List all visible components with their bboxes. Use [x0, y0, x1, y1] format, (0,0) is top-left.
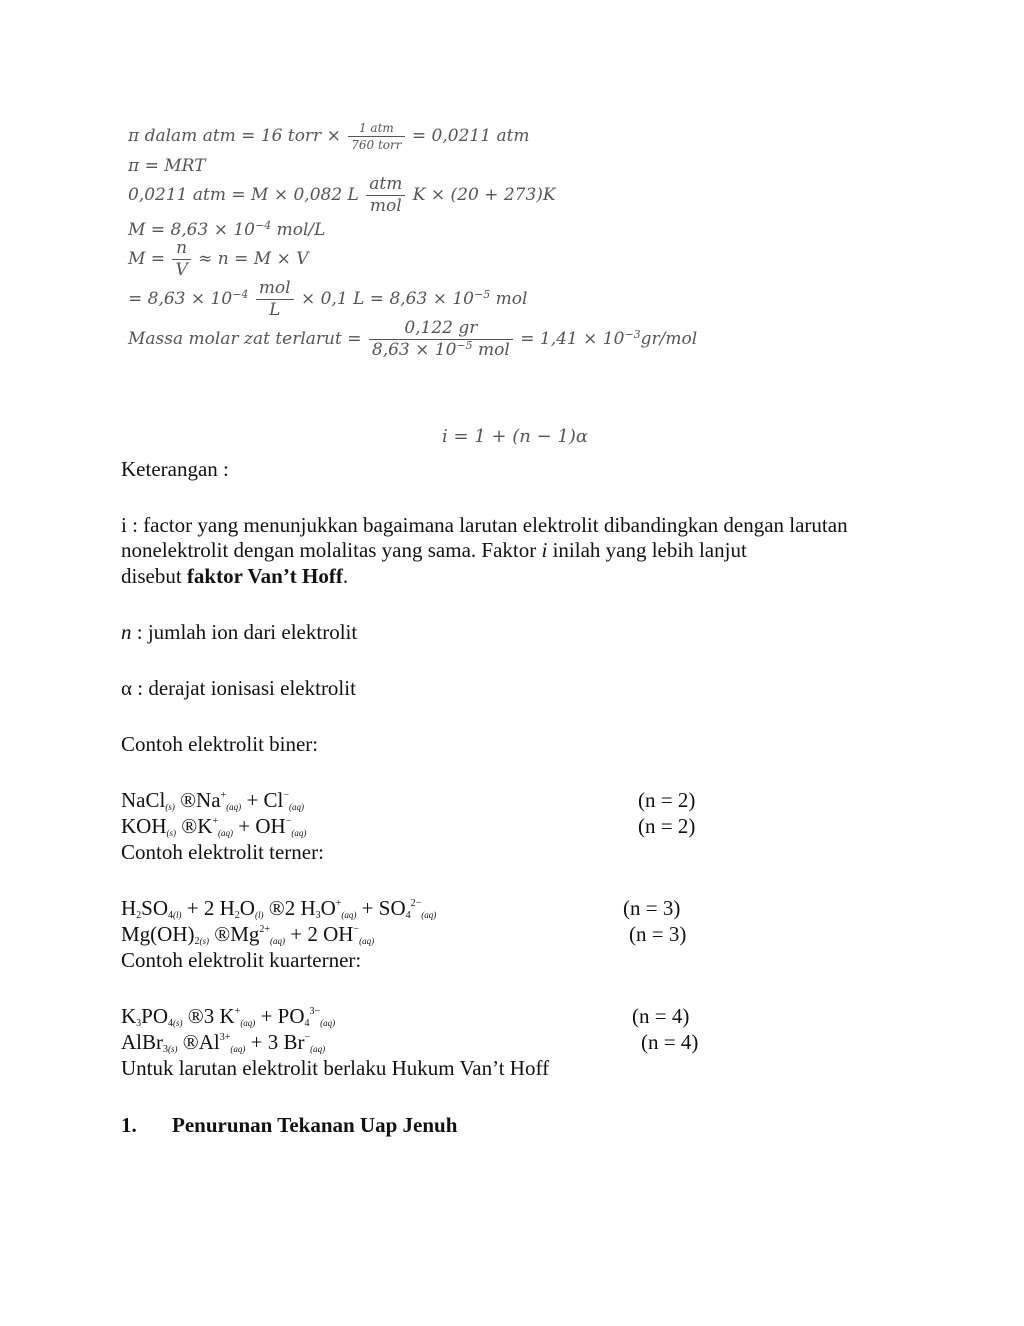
phase: (aq) — [359, 936, 375, 946]
fraction — [172, 240, 190, 279]
calc-text: ≈ n = M × V — [198, 249, 309, 269]
fraction — [348, 122, 404, 151]
calc-line-5 — [128, 240, 309, 279]
phase: (s) — [166, 828, 176, 838]
arrow-glyph: ® — [182, 1030, 199, 1054]
bold-term: faktor Van’t Hoff — [186, 564, 343, 588]
phase: (l) — [173, 910, 182, 920]
kuarterner-title: Contoh elektrolit kuarterner: — [121, 948, 362, 972]
n-value: (n = 3) — [623, 896, 681, 920]
calc-text: mol/L — [271, 220, 326, 240]
text-run: nonelektrolit dengan molalitas yang sama. Faktor — [121, 538, 542, 562]
reaction-koh: $KOH_{(s)}$ $®K^+_{(aq)} + OH^-_{(aq)}$ — [121, 814, 307, 838]
alpha-definition: α : derajat ionisasi elektrolit — [121, 676, 356, 700]
text-run: : jumlah ion dari elektrolit — [131, 620, 358, 644]
fraction — [366, 176, 405, 215]
arrow-glyph: ® — [187, 1004, 204, 1028]
reaction-albr3: AlBr$_{3(s)}$ $®Al^{3+}_{(aq)} + 3$ $Br^-_{(aq)}$ — [121, 1030, 326, 1055]
calc-text: π = MRT — [128, 156, 206, 176]
phase: (aq) — [291, 828, 307, 838]
phase: (aq) — [270, 936, 286, 946]
text-run: inilah yang lebih lanjut — [547, 538, 747, 562]
denominator: L — [269, 300, 281, 320]
arrow-glyph: ® — [214, 922, 231, 946]
numerator: n — [172, 240, 190, 260]
calc-text: 0,0211 atm = M × 0,082 L — [128, 185, 359, 205]
reaction-k3po4: $K_3PO_{4(s)}$ ®3 $K^+_{(aq)} + PO_4^{3-}_{(aq)}$ — [121, 1004, 336, 1029]
calc-text: M = — [128, 249, 166, 269]
i-definition-line-3 — [121, 563, 348, 589]
exponent: −4 — [255, 219, 272, 232]
text-run: . — [342, 564, 349, 588]
fraction — [256, 280, 294, 319]
hukum-vant-hoff: Untuk larutan elektrolit berlaku Hukum Van’t Hoff — [121, 1056, 550, 1080]
phase: (aq) — [289, 802, 305, 812]
exponent: −5 — [456, 339, 473, 352]
calc-text: = 8,63 × 10 — [128, 289, 233, 309]
denominator: mol — [369, 196, 402, 216]
calc-text: M = 8,63 × 10 — [128, 220, 255, 240]
n-value: (n = 4) — [632, 1004, 690, 1028]
phase: (s) — [168, 1044, 178, 1054]
denominator — [369, 340, 513, 359]
phase: (s) — [165, 802, 175, 812]
calc-text: Massa molar zat terlarut = — [128, 329, 362, 349]
phase: (s) — [199, 936, 209, 946]
n-value: (n = 4) — [641, 1030, 699, 1054]
numerator: atm — [366, 176, 405, 196]
i-definition-line-1: i : factor yang menunjukkan bagaimana larutan elektrolit dibandingkan dengan larutan — [121, 513, 848, 537]
phase: (aq) — [218, 828, 234, 838]
reaction-h2so4: $H_2SO_{4(l)} + 2$ $H_2O_{(l)}$ ®2 $H_3O^+_{(aq)} + SO_4^{2-}_{(aq)}$ — [121, 896, 437, 921]
calc-text: mol — [472, 340, 510, 360]
calc-line-1 — [128, 122, 530, 151]
denominator: 760 torr — [351, 138, 402, 152]
phase: (aq) — [240, 1018, 256, 1028]
arrow-glyph: ® — [181, 814, 198, 838]
exponent: −3 — [624, 328, 641, 341]
denominator: V — [175, 260, 188, 280]
phase: (aq) — [226, 802, 242, 812]
keterangan-label: Keterangan : — [121, 457, 229, 481]
terner-title: Contoh elektrolit terner: — [121, 840, 324, 864]
calc-line-2 — [128, 158, 205, 175]
arrow-glyph: ® — [180, 788, 197, 812]
phase: (l) — [254, 910, 264, 920]
numerator: 0,122 gr — [369, 320, 513, 340]
fraction — [369, 320, 513, 359]
biner-title: Contoh elektrolit biner: — [121, 732, 319, 756]
italic-symbol: n — [121, 620, 132, 644]
exponent: −4 — [232, 288, 249, 301]
n-value: (n = 2) — [638, 788, 696, 812]
calc-text: 8,63 × 10 — [371, 340, 457, 360]
phase: (s) — [173, 1018, 183, 1028]
calc-text: = 0,0211 atm — [411, 126, 530, 146]
exponent: −5 — [473, 288, 491, 301]
phase: (aq) — [230, 1044, 246, 1054]
n-definition — [121, 619, 357, 645]
numerator: mol — [256, 280, 294, 300]
calc-line-6 — [128, 280, 527, 319]
n-value: (n = 3) — [629, 922, 687, 946]
calc-text: gr/mol — [640, 329, 698, 349]
calc-text: K × (20 + 273)K — [412, 185, 556, 205]
i-definition-line-2 — [121, 537, 747, 563]
calc-line-7 — [128, 320, 697, 359]
section-heading-number: 1. — [121, 1113, 137, 1137]
calc-text: = 1,41 × 10 — [520, 329, 625, 349]
calc-text: π dalam atm = 16 torr × — [128, 126, 341, 146]
numerator: 1 atm — [348, 122, 404, 137]
reaction-mgoh2: $Mg(OH)_{2(s)}$ $®Mg^{2+}_{(aq)} + 2$ $OH^-_{(aq)}$ — [121, 922, 375, 947]
n-value: (n = 2) — [638, 814, 696, 838]
reaction-nacl: NaCl$_{(s)}$ $®Na^+_{(aq)} + Cl^-_{(aq)}$ — [121, 788, 305, 812]
phase: (aq) — [310, 1044, 326, 1054]
phase: (aq) — [421, 910, 437, 920]
calc-line-4 — [128, 219, 326, 240]
calc-line-3 — [128, 176, 556, 215]
vant-hoff-formula: i = 1 + (n − 1)α — [442, 426, 589, 447]
text-run: disebut — [121, 564, 187, 588]
arrow-glyph: ® — [268, 896, 285, 920]
calc-text: × 0,1 L = 8,63 × 10 — [301, 289, 474, 309]
italic-symbol: i — [541, 538, 548, 562]
phase: (aq) — [341, 910, 357, 920]
calc-text: mol — [490, 289, 528, 309]
section-heading-title: Penurunan Tekanan Uap Jenuh — [172, 1113, 458, 1137]
phase: (aq) — [320, 1018, 336, 1028]
